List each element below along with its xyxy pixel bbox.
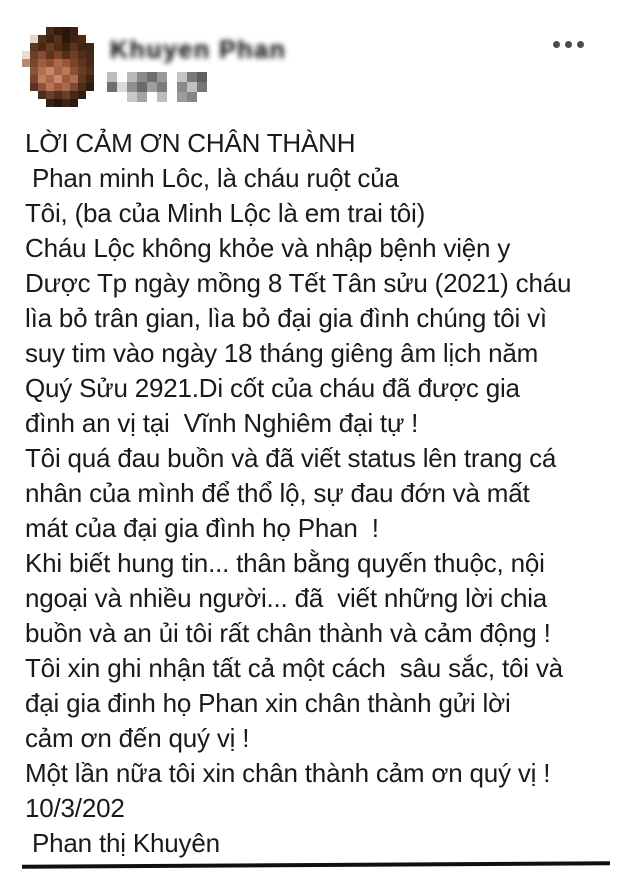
bottom-divider: [22, 861, 610, 869]
post-line: nhân của mình để thổ lộ, sự đau đớn và mất: [25, 478, 530, 508]
avatar[interactable]: [22, 27, 102, 107]
post-line: Tôi, (ba của Minh Lộc là em trai tôi): [25, 198, 426, 228]
post-timestamp-blurred[interactable]: [107, 72, 207, 102]
post-line: đại gia đinh họ Phan xin chân thành gửi lời: [25, 688, 511, 718]
post-line: Phan thị Khuyên: [25, 828, 220, 858]
post-line: suy tim vào ngày 18 tháng giêng âm lịch năm: [25, 338, 539, 368]
post-line: Phan minh Lôc, là cháu ruột của: [25, 163, 399, 193]
post-line: Cháu Lộc không khỏe và nhập bệnh viện y: [25, 233, 511, 263]
post-line: Khi biết hung tin... thân bằng quyến thuộc, nội: [25, 548, 545, 578]
post-line: Dược Tp ngày mồng 8 Tết Tân sửu (2021) cháu: [25, 268, 572, 298]
ellipsis-icon: [553, 41, 584, 48]
post-line: LỜI CẢM ƠN CHÂN THÀNH: [25, 128, 356, 158]
post-line: Quý Sửu 2921.Di cốt của cháu đã được gia: [25, 373, 520, 403]
post-line: Tôi xin ghi nhận tất cả một cách sâu sắc, tôi và: [25, 653, 563, 683]
post-line: mát của đại gia đình họ Phan !: [25, 513, 379, 543]
post-line: đình an vị tại Vĩnh Nghiêm đại tự !: [25, 408, 419, 438]
post-line: lìa bỏ trân gian, lìa bỏ đại gia đình chúng tôi vì: [25, 303, 547, 333]
post-line: 10/3/202: [25, 793, 125, 823]
post-line: cảm ơn đến quý vị !: [25, 723, 250, 753]
author-name[interactable]: Khuyen Phan: [110, 36, 287, 64]
post-line: Một lần nữa tôi xin chân thành cảm ơn quý vị !: [25, 758, 551, 788]
post-menu-button[interactable]: [540, 30, 596, 58]
post-line: Tôi quá đau buồn và đã viết status lên trang cá: [25, 443, 557, 473]
post-line: ngoại và nhiều người... đã viết những lời chia: [25, 583, 548, 613]
post-text: [25, 126, 617, 861]
post-line: buồn và an ủi tôi rất chân thành và cảm động !: [25, 618, 551, 648]
